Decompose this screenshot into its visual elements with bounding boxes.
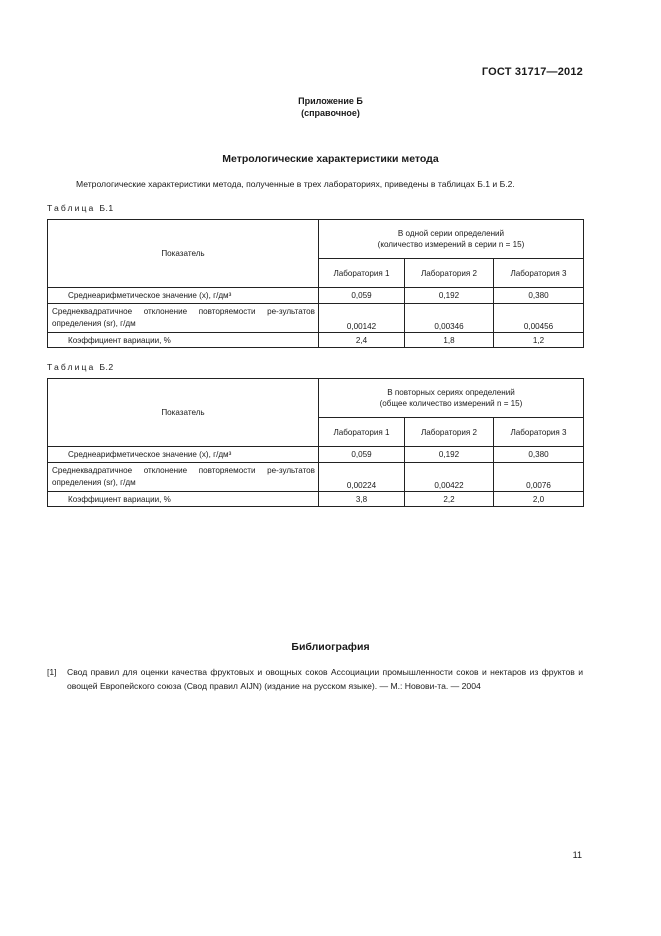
table2-cell: 0,059 (319, 447, 405, 463)
table2-caption (47, 362, 114, 372)
table-row (48, 492, 584, 507)
table2-cell: 0,192 (405, 447, 494, 463)
table-row (48, 333, 584, 348)
table-row (48, 304, 584, 333)
table1-cell: 2,4 (319, 333, 405, 348)
table2-cell: 0,00224 (319, 463, 405, 492)
table2-cell: 0,00422 (405, 463, 494, 492)
table1-param-header: Показатель (48, 220, 319, 288)
section-title: Метрологические характеристики метода (222, 153, 439, 165)
table1-row-name: Среднеарифметическое значение (x), г/дм³ (48, 288, 319, 304)
table2-caption-number: Б.2 (99, 362, 114, 372)
table1-caption-word: Таблица (47, 203, 96, 213)
table1-cell: 1,2 (494, 333, 584, 348)
table1-cell: 0,380 (494, 288, 584, 304)
table1-cell: 0,192 (405, 288, 494, 304)
table2-group-header-line2: (общее количество измерений n = 15) (379, 399, 523, 408)
table2-group-header (319, 379, 584, 418)
table-row (48, 447, 584, 463)
section-intro: Метрологические характеристики метода, полученные в трех лабораториях, приведены в таблицах Б.1 и Б.2. (76, 179, 515, 189)
table1-caption (47, 203, 114, 213)
table1-group-header-line2: (количество измерений в серии n = 15) (377, 240, 525, 249)
table1-lab-header: Лаборатория 3 (494, 259, 584, 288)
standard-number: ГОСТ 31717—2012 (481, 66, 583, 78)
table2-cell: 2,0 (494, 492, 584, 507)
table2-lab-header: Лаборатория 3 (494, 418, 584, 447)
table1-cell: 0,00142 (319, 304, 405, 333)
table1-lab-header: Лаборатория 2 (405, 259, 494, 288)
table2-cell: 2,2 (405, 492, 494, 507)
page-number: 11 (572, 850, 582, 860)
table1 (47, 219, 584, 348)
table2-row-name: Среднеарифметическое значение (x), г/дм³ (48, 447, 319, 463)
table2-param-header: Показатель (48, 379, 319, 447)
table1-row-name: Среднеквадратичное отклонение повторяемости ре-зультатов определения (sr), г/дм (48, 304, 319, 333)
table2-cell: 0,380 (494, 447, 584, 463)
table-row (48, 463, 584, 492)
table2 (47, 378, 584, 507)
bibliography-title: Библиография (291, 641, 370, 653)
table1-caption-number: Б.1 (99, 203, 114, 213)
appendix-title: Приложение Б (298, 96, 363, 106)
table1-row-name: Коэффициент вариации, % (48, 333, 319, 348)
table2-caption-word: Таблица (47, 362, 96, 372)
table-row (48, 288, 584, 304)
bibliography-item-number: [1] (47, 667, 57, 677)
table1-lab-header: Лаборатория 1 (319, 259, 405, 288)
table2-cell: 3,8 (319, 492, 405, 507)
table1-group-header-line1: В одной серии определений (397, 229, 505, 238)
table1-cell: 1,8 (405, 333, 494, 348)
table2-cell: 0,0076 (494, 463, 584, 492)
table2-lab-header: Лаборатория 2 (405, 418, 494, 447)
table2-lab-header: Лаборатория 1 (319, 418, 405, 447)
table1-cell: 0,00346 (405, 304, 494, 333)
table1-cell: 0,00456 (494, 304, 584, 333)
table1-cell: 0,059 (319, 288, 405, 304)
bibliography-item-text: Свод правил для оценки качества фруктовых и овощных соков Ассоциации промышленности соков и нектаров из фруктов и овощей Европейского союза (Свод правил AIJN) (издание на русском языке). — М.: Новови-та. — 2004 (67, 667, 583, 691)
appendix-heading (0, 95, 661, 119)
table2-row-name: Коэффициент вариации, % (48, 492, 319, 507)
appendix-note: (справочное) (301, 108, 360, 118)
table1-group-header (319, 220, 584, 259)
table2-row-name: Среднеквадратичное отклонение повторяемости ре-зультатов определения (sr), г/дм (48, 463, 319, 492)
table2-group-header-line1: В повторных сериях определений (387, 388, 515, 397)
bibliography-item (47, 666, 583, 693)
